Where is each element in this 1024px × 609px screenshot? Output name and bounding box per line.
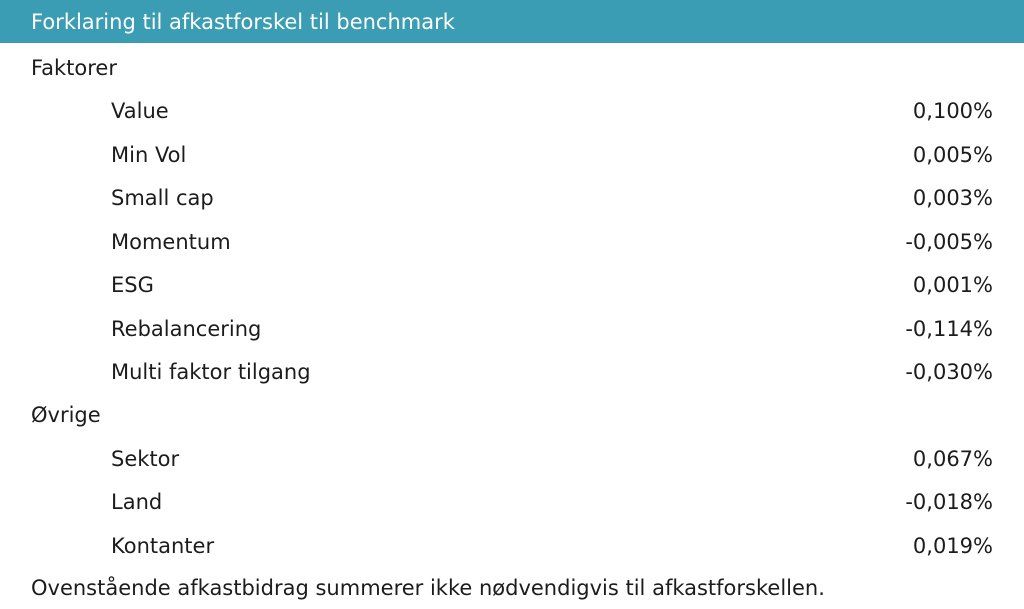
- row-label: Land: [111, 490, 163, 514]
- footnote: Ovenstående afkastbidrag summerer ikke nødvendigvis til afkastforskellen.: [31, 576, 825, 600]
- table-header: Forklaring til afkastforskel til benchmark: [0, 0, 1024, 43]
- row-label: Multi faktor tilgang: [111, 360, 311, 384]
- row-label: Momentum: [111, 230, 231, 254]
- table-row: [0, 271, 1024, 299]
- row-value: 0,100%: [912, 99, 993, 123]
- table-row: [0, 532, 1024, 560]
- table-row: [0, 445, 1024, 473]
- table-row: [0, 315, 1024, 343]
- table-row: [0, 97, 1024, 125]
- row-value: 0,001%: [912, 273, 993, 297]
- row-label: Value: [111, 99, 169, 123]
- row-label: Sektor: [111, 447, 180, 471]
- row-value: 0,003%: [912, 186, 993, 210]
- section-heading-faktorer: Faktorer: [31, 56, 117, 80]
- row-label: Min Vol: [111, 143, 187, 167]
- table-row: [0, 141, 1024, 169]
- row-value: -0,005%: [905, 230, 993, 254]
- table-row: [0, 228, 1024, 256]
- row-value: -0,018%: [905, 490, 993, 514]
- row-value: -0,030%: [905, 360, 993, 384]
- row-value: 0,067%: [912, 447, 993, 471]
- table-row: [0, 358, 1024, 386]
- row-label: Small cap: [111, 186, 214, 210]
- row-label: Kontanter: [111, 534, 215, 558]
- table-row: [0, 184, 1024, 212]
- row-value: 0,019%: [912, 534, 993, 558]
- row-label: ESG: [111, 273, 154, 297]
- row-label: Rebalancering: [111, 317, 262, 341]
- section-heading-ovrige: Øvrige: [31, 403, 101, 427]
- row-value: 0,005%: [912, 143, 993, 167]
- table-row: [0, 488, 1024, 516]
- row-value: -0,114%: [905, 317, 993, 341]
